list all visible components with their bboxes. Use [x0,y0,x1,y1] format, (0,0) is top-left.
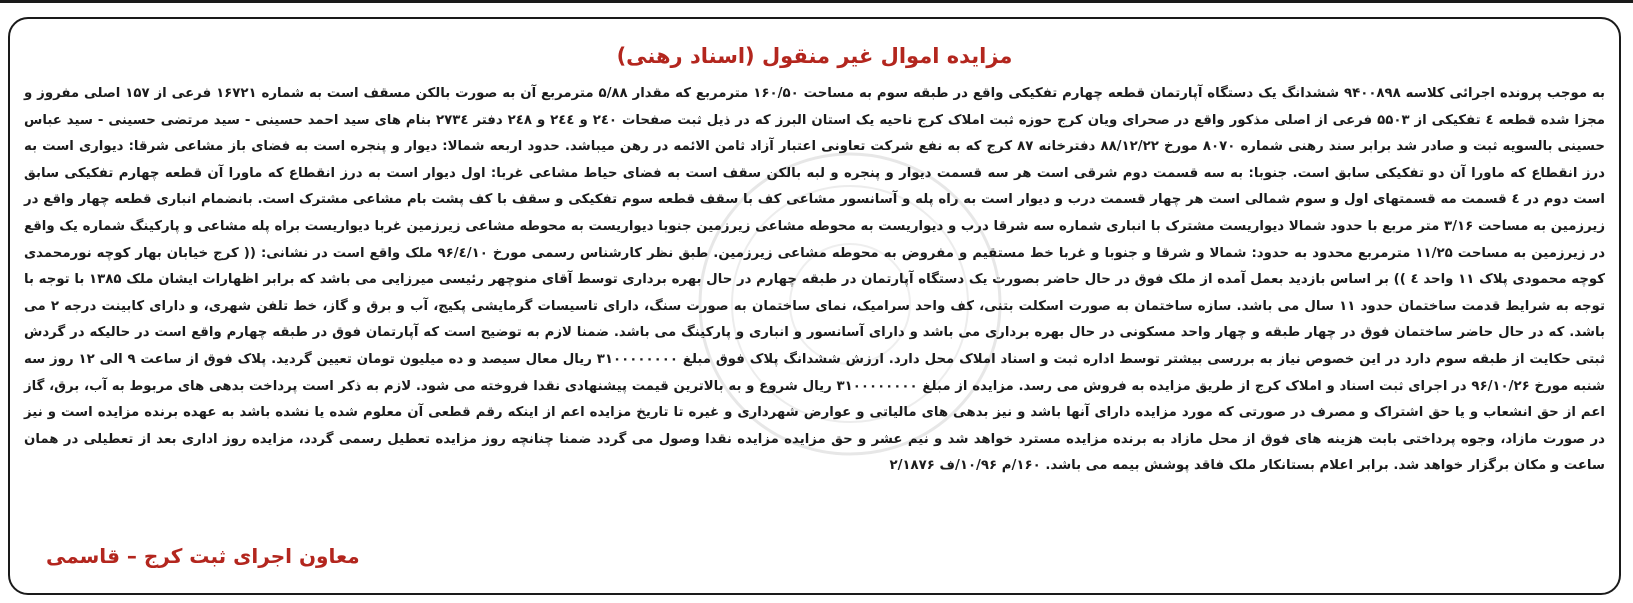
auction-notice [8,17,1621,595]
notice-title: مزایده اموال غیر منقول (اسناد رهنی) [616,44,1013,68]
top-divider [0,0,1633,3]
notice-body: به موجب پرونده اجرائی کلاسه ۹۴۰۰۸۹۸ ششدانگ یک دستگاه آپارتمان قطعه چهارم تفکیکی واقع در طبقه سوم به مساحت ۱۶۰/۵۰ مترمربع که مقدار ۵/۸۸ مترمربع آن به صورت بالکن مسقف است به شماره ۱۶۷۲۱ فرعی از ۱۵۷ اصلی مفروز و مجزا شده قطعه ٤ تفکیکی از ۵۵۰۳ فرعی از اصلی مذکور واقع در صحرای ویان کرج حوزه ثبت املاک کرج ناحیه یک استان البرز که در ذیل ثبت صفحات ۲٤۰ و ۲٤٤ و ۲٤۸ دفتر ۲۷۳٤ بنام های سید احمد حسینی - سید مرتضی حسینی - سید عباس حسینی بالسویه ثبت و صادر شد برابر سند رهنی شماره ۸۰۷۰ مورخ ۸۸/۱۲/۲۲ دفترخانه ۸۷ کرج که به نفع شرکت تعاونی اعتبار آزاد ثامن الائمه در رهن میباشد. حدود اربعه شمالا: دیوار و پنجره است به فضای باز مشاعی شرقا: دیواری است به درز انقطاع که ماورا آن دو تفکیکی سابق است. جنوبا: به سه قسمت دوم شرقی است هر سه قسمت دیوار و پنجره و لبه بالکن سقف است به فضای حیاط مشاعی غربا: اول دیوار است به درز انقطاع که ماورا آن قطعه چهارم تفکیکی سابق است دوم در ٤ قسمت مه قسمتهای اول و سوم شمالی است هر چهار قسمت درب و دیوار است به راه پله و آسانسور مشاعی کف با سقف قطعه سوم تفکیکی و سقف با کف پشت بام مشاعی مشترک است. بانضمام انباری قطعه چهار واقع در زیرزمین به مساحت ۳/۱۶ متر مربع با حدود شمالا دیواریست مشترک با انباری شماره سه شرقا درب و دیواریست به محوطه مشاعی زیرزمین جنوبا دیواریست به محوطه مشاعی زیرزمین غربا دیواریست براه پله مشاعی و پارکینگ شماره یک واقع در زیرزمین به مساحت ۱۱/۲۵ مترمربع محدود به حدود: شمالا و شرقا و جنوبا و غربا خط مستقیم و مفروض به محوطه مشاعی زیرزمین. طبق نظر کارشناس رسمی مورخ ۹۶/٤/۱۰ ملک واقع است در نشانی: (( کرج خیابان بهار کوچه نورمحمدی کوچه محمودی پلاک ۱۱ واحد ٤ )) بر اساس بازدید بعمل آمده از ملک فوق در حال حاضر بصورت یک دستگاه آپارتمان در طبقه چهارم در حال بهره برداری توسط آقای منوچهر رئیسی میرزایی می باشد که برابر اظهارات ایشان ملک ۱۳۸۵ با توجه با توجه به شرایط قدمت ساختمان حدود ۱۱ سال می باشد. سازه ساختمان به صورت اسکلت بتنی، کف واحد سرامیک، نمای ساختمان به صورت سنگ، دارای تاسیسات گرمایشی پکیج، آب و برق و گاز، خط تلفن شهری، و دارای کابینت درجه ۲ می باشد. که در حال حاضر ساختمان فوق در چهار طبقه و چهار واحد مسکونی در حال بهره برداری می باشد و دارای آسانسور و انباری و پارکینگ می باشد. ضمنا لازم به توضیح است که آپارتمان فوق در طبقه چهارم واقع است در حالیکه در گردش ثبتی حکایت از طبقه سوم دارد در این خصوص نیاز به بررسی بیشتر توسط اداره ثبت و اسناد املاک محل دارد. ارزش ششدانگ پلاک فوق مبلغ ۳۱۰۰۰۰۰۰۰۰ ریال معال سیصد و ده میلیون تومان تعیین گردید. پلاک فوق از ساعت ۹ الی ۱۲ روز سه شنبه مورخ ۹۶/۱۰/۲۶ در اجرای ثبت اسناد و املاک کرج از طریق مزایده به فروش می رسد. مزایده از مبلغ ۳۱۰۰۰۰۰۰۰۰ ریال شروع و به بالاترین قیمت پیشنهادی نقدا فروخته می شود. لازم به ذکر است پرداخت بدهی های مربوط به آب، برق، گاز اعم از حق انشعاب و یا حق اشتراک و مصرف در صورتی که مورد مزایده دارای آنها باشد و نیز بدهی های مالیاتی و عوارض شهرداری و غیره تا تاریخ مزایده اعم از اینکه رقم قطعی آن معلوم شده یا نشده باشد به عهده برنده مزایده است و نیز در صورت مازاد، وجوه پرداختی بابت هزینه های فوق از محل مازاد به برنده مزایده مسترد خواهد شد و نیم عشر و حق مزایده مزایده نقدا وصول می گردد ضمنا چنانچه روز مزایده تعطیل رسمی گردد، مزایده روز اداری بعد از تعطیلی در همان ساعت و مکان برگزار خواهد شد. برابر اعلام بستانکار ملک فاقد پوشش بیمه می باشد. ۱۶۰/م ۱۰/۹۶/ف ۲/۱۸۷۶ [24,86,1606,474]
notice-signature: معاون اجرای ثبت کرج – قاسمی [46,544,360,568]
